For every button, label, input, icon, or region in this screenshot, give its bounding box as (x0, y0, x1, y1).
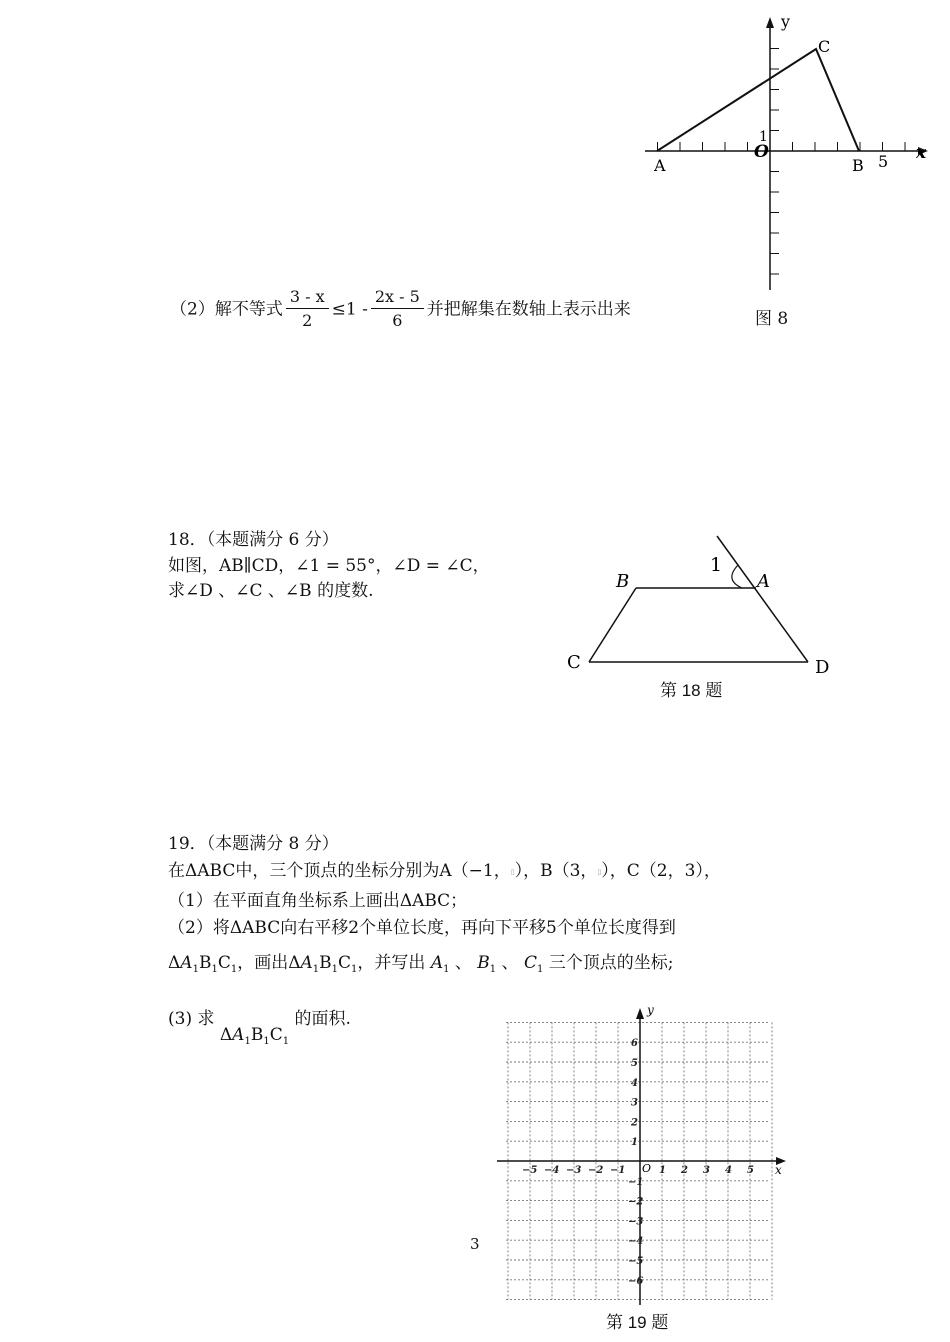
fig8-y-ticks (770, 49, 779, 275)
q18-label-c: C (567, 652, 581, 673)
fig8-point-a-label: A (654, 156, 666, 175)
q19-triangle-a1b1c1-2: $\Delta A_1B_1C_1$ (288, 953, 358, 975)
q19-line4-end: 三个顶点的坐标; (548, 953, 674, 973)
fig8-five-label: 5 (878, 152, 889, 171)
q19-point-c: ），C（2，3）， (601, 861, 721, 881)
q19-coordinate-grid (490, 1000, 800, 1310)
q19-y-tick-label: 5 (631, 1058, 638, 1069)
q18-label-1: 1 (710, 554, 723, 576)
q19-y-tick-label: 2 (631, 1117, 638, 1129)
page-number: 3 (470, 1235, 480, 1253)
q17-f1-denominator: 2 (302, 311, 313, 330)
q19-x-tick-label: −4 (544, 1165, 560, 1176)
q19-x-tick-label: −2 (588, 1165, 604, 1176)
q19-part2-prefix: （2）将 (168, 918, 230, 938)
q19-x-label: x (775, 1163, 782, 1177)
fig8-one-label: 1 (759, 129, 768, 145)
q18-caption: 第 18 题 (660, 681, 723, 700)
q17-part2-line (170, 286, 631, 333)
fig8-caption: 图 8 (755, 309, 789, 329)
q19-triangle-a1b1c1: $\Delta A_1B_1C_1$ (168, 953, 238, 975)
q17-prefix: （2）解不等式 (170, 299, 283, 320)
fig8-point-b-label: B (852, 156, 864, 175)
q17-f2-denominator: 6 (392, 311, 403, 330)
q17-suffix: 并把解集在数轴上表示出来 (426, 299, 631, 320)
q19-line4-draw: ，画出 (237, 953, 289, 973)
q18-label-b: B (616, 571, 630, 592)
fig8-point-c-label: C (818, 37, 831, 56)
q18-line-ad-extended (717, 536, 808, 662)
q19-header: 19．（本题满分 8 分） (168, 834, 339, 854)
q18-line1: 如图，AB∥CD，∠1 = 55°，∠D = ∠C， (168, 556, 490, 576)
q19-y-tick-label: 1 (631, 1137, 638, 1149)
q19-point-b: ），B（3， (514, 861, 598, 881)
q19-vertices: $A_1$ 、 $B_1$ 、 $C_1$ (430, 953, 544, 975)
fig8-origin-label: O (754, 142, 769, 162)
q19-x-tick-label: 4 (725, 1165, 732, 1176)
q19-line4-write: ，并写出 (357, 953, 426, 973)
q19-number-2: 2 (348, 918, 360, 938)
q19-origin-label: O (642, 1162, 652, 1175)
q19-x-tick-label: −5 (522, 1165, 538, 1176)
fig8-x-ticks (658, 142, 906, 151)
q19-line1 (168, 860, 721, 883)
q18-line2: 求∠D 、∠C 、∠B 的度数. (168, 581, 374, 601)
q19-x-tick-label: 1 (659, 1165, 666, 1176)
q17-fraction-2 (371, 286, 424, 333)
figure-8-diagram (640, 10, 940, 300)
q19-part2-end: 个单位长度得到 (556, 918, 676, 938)
q19-part3-end: 的面积. (294, 1009, 351, 1029)
q19-part3-prefix: (3) 求 (168, 1009, 215, 1029)
fig8-triangle-sides (657, 49, 859, 151)
q19-y-tick-label: 3 (631, 1097, 638, 1109)
q18-trapezoid-diagram (560, 525, 840, 685)
q19-line5 (168, 1008, 351, 1047)
q19-x-tick-label: 3 (703, 1165, 710, 1176)
q18-side-bc (589, 588, 636, 662)
q19-y-tick-label: −5 (628, 1256, 644, 1267)
q19-line3 (168, 917, 676, 939)
q19-x-tick-label: −1 (610, 1165, 626, 1176)
q19-y-tick-label: −4 (628, 1236, 644, 1248)
q19-part2-right: 向右平移 (280, 918, 349, 938)
q19-tick-labels (522, 1038, 754, 1287)
q19-number-5: 5 (546, 918, 557, 938)
q18-header: 18．（本题满分 6 分） (168, 530, 339, 550)
q19-y-tick-label: 4 (631, 1077, 638, 1089)
fig8-x-label: x (916, 143, 927, 163)
q19-intro: 在ΔABC中，三个顶点的坐标分别为 (168, 861, 440, 881)
q19-line2: （1）在平面直角坐标系上画出ΔABC； (168, 891, 468, 911)
q19-y-label: y (647, 1003, 654, 1017)
q19-x-tick-label: 2 (681, 1165, 688, 1176)
q19-placeholder-b: ▯ (597, 868, 602, 876)
q19-y-tick-label: −1 (628, 1176, 644, 1188)
q19-line4 (168, 952, 674, 981)
q19-caption: 第 19 题 (606, 1313, 669, 1332)
fig8-y-arrow (766, 17, 774, 28)
q19-x-tick-label: −3 (566, 1165, 582, 1176)
q19-part2-down: 个单位长度，再向下平移 (359, 918, 547, 938)
q18-label-a: A (757, 571, 770, 592)
q19-y-tick-label: 6 (631, 1038, 638, 1050)
fig8-y-label: y (781, 12, 791, 31)
q19-triangle-abc: ΔABC (229, 918, 281, 938)
q17-leq: ≤1 - (331, 299, 368, 320)
q19-y-tick-label: −2 (628, 1196, 644, 1208)
q19-y-arrow (636, 1008, 644, 1019)
q19-point-a: A（−1， (439, 861, 511, 881)
q17-fraction-1 (286, 286, 329, 333)
q17-f1-numerator: 3 - x (286, 286, 329, 309)
q19-y-tick-label: −3 (628, 1216, 644, 1228)
q19-triangle-a1b1c1-3: $\Delta A_1B_1C_1$ (219, 1025, 290, 1047)
q19-x-tick-label: 5 (747, 1165, 754, 1176)
q19-placeholder-a: ▯ (510, 868, 515, 876)
q18-label-d: D (815, 657, 830, 678)
q17-f2-numerator: 2x - 5 (371, 286, 424, 309)
q19-y-tick-label: −6 (628, 1275, 644, 1287)
